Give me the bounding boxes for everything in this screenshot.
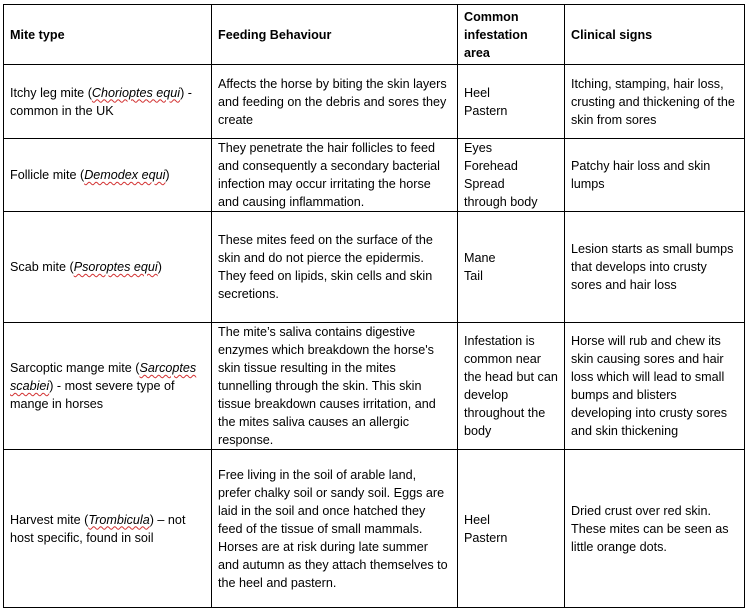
header-mite-type: Mite type	[4, 5, 212, 65]
mite-name-cell	[4, 212, 212, 323]
mite-name-cell	[4, 65, 212, 139]
header-signs: Clinical signs	[565, 5, 745, 65]
header-feeding: Feeding Behaviour	[212, 5, 458, 65]
signs-cell: Lesion starts as small bumps that develops into crusty sores and hair loss	[565, 212, 745, 323]
area-line: Pastern	[464, 530, 508, 545]
mite-name-prefix: Itchy leg mite (	[10, 85, 92, 100]
header-row	[4, 5, 745, 65]
area-line: Spread	[464, 177, 505, 191]
table-row	[4, 212, 745, 323]
table-row	[4, 323, 745, 450]
header-area	[458, 5, 565, 65]
area-cell	[458, 450, 565, 608]
mite-scientific-name: Demodex equi	[84, 168, 166, 182]
area-cell: Infestation is common near the head but can develop throughout the body	[458, 323, 565, 450]
mite-name-cell	[4, 139, 212, 212]
mite-name-suffix: ) – not host specific, found in soil	[10, 512, 186, 545]
feeding-cell: The mite’s saliva contains digestive enzymes which breakdown the horse's skin tissue resulting in the mites tunnelling through the skin. This skin tissue breakdown causes irritation, and the mites saliva causes an allergic response.	[212, 323, 458, 450]
mite-name-suffix: )	[157, 260, 162, 274]
mite-name-prefix: Sarcoptic mange mite (	[10, 361, 140, 375]
mite-name-suffix: ) - common in the UK	[10, 85, 192, 118]
mite-scientific-name: Sarcoptes scabiei	[10, 361, 197, 393]
table-row	[4, 450, 745, 608]
header-area-line: Common	[464, 9, 519, 24]
table-row	[4, 65, 745, 139]
signs-cell: Patchy hair loss and skin lumps	[565, 139, 745, 212]
mite-scientific-name: Chorioptes equi	[91, 85, 181, 100]
feeding-cell: Affects the horse by biting the skin layers and feeding on the debris and sores they create	[212, 65, 458, 139]
area-line: Pastern	[464, 103, 508, 118]
area-line: Heel	[464, 512, 490, 527]
feeding-cell: These mites feed on the surface of the skin and do not pierce the epidermis. They feed on lipids, skin cells and skin secretions.	[212, 212, 458, 323]
mite-name-suffix: ) - most severe type of mange in horses	[10, 379, 175, 411]
mite-name-prefix: Scab mite (	[10, 260, 74, 274]
area-line: Forehead	[464, 159, 518, 173]
area-line: Mane	[464, 251, 496, 265]
area-line: Eyes	[464, 141, 492, 155]
mite-table	[3, 4, 745, 608]
area-line: through body	[464, 195, 538, 209]
area-line: Heel	[464, 85, 490, 100]
feeding-cell: They penetrate the hair follicles to feed and consequently a secondary bacterial infection may occur irritating the horse and causing inflammation.	[212, 139, 458, 212]
signs-cell: Itching, stamping, hair loss, crusting and thickening of the skin from sores	[565, 65, 745, 139]
area-cell	[458, 65, 565, 139]
area-cell	[458, 212, 565, 323]
header-area-line: area	[464, 45, 490, 60]
mite-scientific-name: Trombicula	[88, 512, 150, 527]
mite-name-cell	[4, 450, 212, 608]
table-row	[4, 139, 745, 212]
area-line: Tail	[464, 269, 483, 283]
mite-name-prefix: Harvest mite (	[10, 512, 89, 527]
area-cell	[458, 139, 565, 212]
signs-cell: Dried crust over red skin. These mites can be seen as little orange dots.	[565, 450, 745, 608]
header-area-line: infestation	[464, 27, 528, 42]
mite-name-cell	[4, 323, 212, 450]
signs-cell: Horse will rub and chew its skin causing sores and hair loss which will lead to small bumps and blisters developing into crusty sores and skin thickening	[565, 323, 745, 450]
mite-name-suffix: )	[165, 168, 170, 182]
feeding-cell: Free living in the soil of arable land, prefer chalky soil or sandy soil. Eggs are laid in the soil and once hatched they feed of the tissue of small mammals. Horses are at risk during late summer and autumn as they attach themselves to the heel and pastern.	[212, 450, 458, 608]
mite-scientific-name: Psoroptes equi	[73, 260, 158, 274]
mite-name-prefix: Follicle mite (	[10, 168, 85, 182]
